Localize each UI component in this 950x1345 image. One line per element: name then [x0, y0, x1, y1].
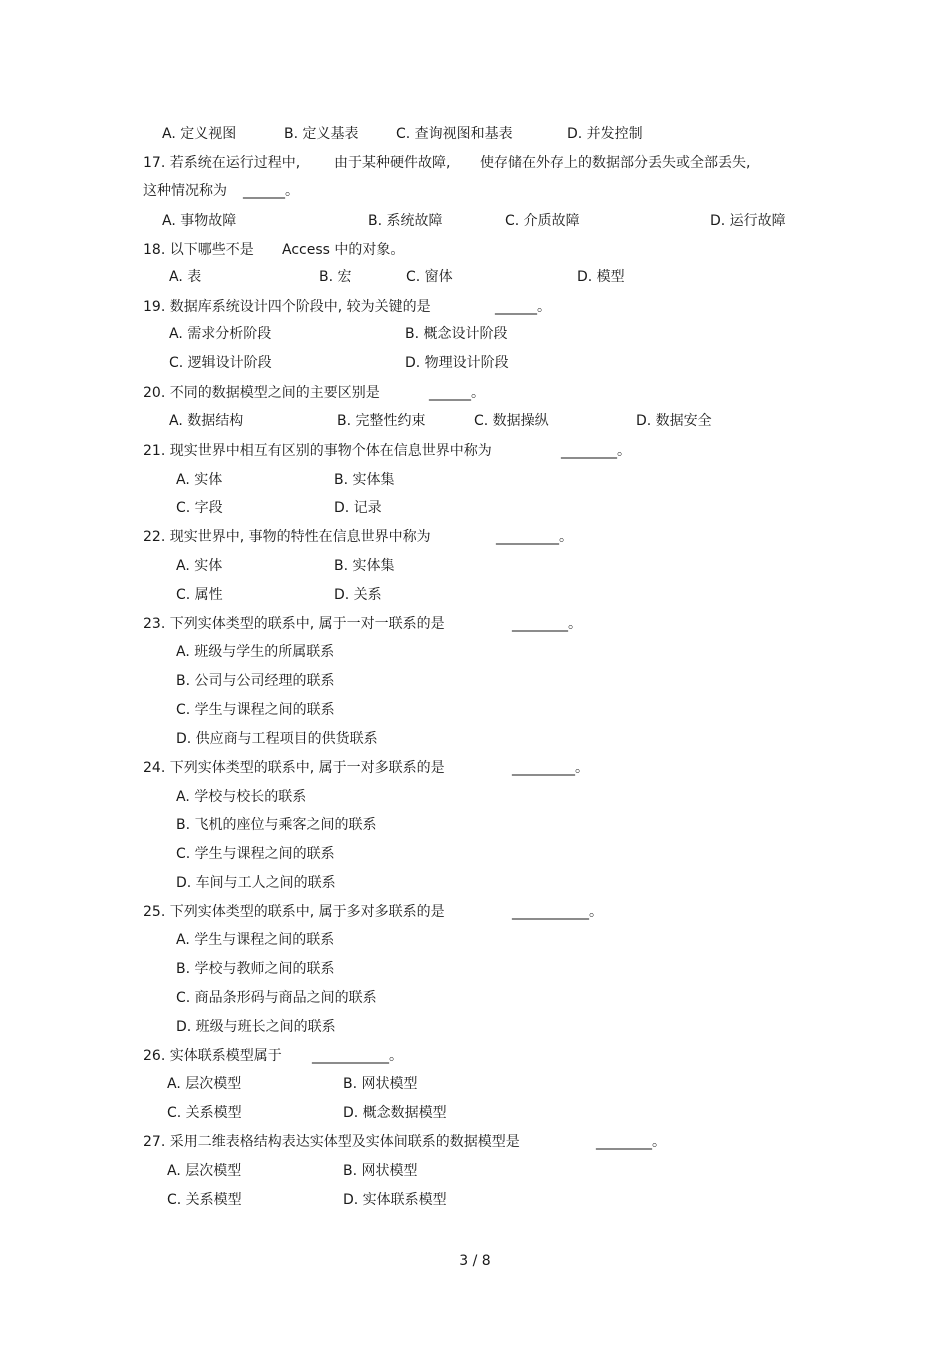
- text-line-3-3: D. 运行故障: [710, 213, 786, 229]
- text-line-34-0: C. 关系模型: [167, 1105, 242, 1121]
- text-line-28-0: A. 学生与课程之间的联系: [176, 932, 335, 948]
- text-line-5-1: B. 宏: [319, 269, 352, 285]
- text-line-27-1: ___________。: [512, 904, 603, 920]
- text-line-16-0: C. 属性: [176, 587, 223, 603]
- text-line-30-0: C. 商品条形码与商品之间的联系: [176, 990, 377, 1006]
- text-line-35-0: 27. 采用二维表格结构表达实体型及实体间联系的数据模型是: [143, 1134, 520, 1150]
- text-line-5-2: C. 窗体: [406, 269, 453, 285]
- text-line-35-1: ________。: [596, 1134, 666, 1150]
- text-line-13-0: C. 字段: [176, 500, 223, 516]
- text-line-29-0: B. 学校与教师之间的联系: [176, 961, 335, 977]
- text-line-2-1: ______。: [243, 183, 299, 199]
- text-line-17-1: ________。: [512, 616, 582, 632]
- text-line-1-1: 由于某种硬件故障,: [334, 155, 451, 171]
- text-line-36-1: B. 网状模型: [343, 1163, 418, 1179]
- text-line-15-1: B. 实体集: [334, 558, 395, 574]
- text-line-6-1: ______。: [495, 299, 551, 315]
- text-line-8-1: D. 物理设计阶段: [405, 355, 509, 371]
- text-line-27-0: 25. 下列实体类型的联系中, 属于多对多联系的是: [143, 904, 445, 920]
- text-line-37-0: C. 关系模型: [167, 1192, 242, 1208]
- text-line-0-0: A. 定义视图: [162, 126, 237, 142]
- text-line-4-0: 18. 以下哪些不是: [143, 242, 254, 258]
- text-line-12-1: B. 实体集: [334, 472, 395, 488]
- text-line-23-0: A. 学校与校长的联系: [176, 789, 307, 805]
- text-line-32-1: ___________。: [312, 1048, 403, 1064]
- text-line-10-1: B. 完整性约束: [337, 413, 426, 429]
- text-line-0-2: C. 查询视图和基表: [396, 126, 513, 142]
- text-line-8-0: C. 逻辑设计阶段: [169, 355, 272, 371]
- text-line-11-0: 21. 现实世界中相互有区别的事物个体在信息世界中称为: [143, 443, 492, 459]
- text-line-5-0: A. 表: [169, 269, 202, 285]
- text-line-16-1: D. 关系: [334, 587, 382, 603]
- text-line-36-0: A. 层次模型: [167, 1163, 242, 1179]
- text-line-1-2: 使存储在外存上的数据部分丢失或全部丢失,: [480, 155, 751, 171]
- text-line-3-2: C. 介质故障: [505, 213, 580, 229]
- text-line-31-0: D. 班级与班长之间的联系: [176, 1019, 336, 1035]
- text-line-33-0: A. 层次模型: [167, 1076, 242, 1092]
- text-line-4-1: Access 中的对象。: [282, 242, 405, 258]
- text-line-17-0: 23. 下列实体类型的联系中, 属于一对一联系的是: [143, 616, 445, 632]
- text-line-20-0: C. 学生与课程之间的联系: [176, 702, 335, 718]
- text-line-22-1: _________。: [512, 760, 589, 776]
- text-line-13-1: D. 记录: [334, 500, 382, 516]
- text-line-26-0: D. 车间与工人之间的联系: [176, 875, 336, 891]
- text-line-5-3: D. 模型: [577, 269, 625, 285]
- text-line-0-3: D. 并发控制: [567, 126, 643, 142]
- text-line-9-0: 20. 不同的数据模型之间的主要区别是: [143, 385, 380, 401]
- text-line-7-0: A. 需求分析阶段: [169, 326, 272, 342]
- text-line-12-0: A. 实体: [176, 472, 223, 488]
- text-line-0-1: B. 定义基表: [284, 126, 359, 142]
- text-line-34-1: D. 概念数据模型: [343, 1105, 447, 1121]
- text-line-18-0: A. 班级与学生的所属联系: [176, 644, 335, 660]
- text-line-37-1: D. 实体联系模型: [343, 1192, 447, 1208]
- text-line-7-1: B. 概念设计阶段: [405, 326, 508, 342]
- text-line-25-0: C. 学生与课程之间的联系: [176, 846, 335, 862]
- text-line-10-3: D. 数据安全: [636, 413, 712, 429]
- text-line-14-0: 22. 现实世界中, 事物的特性在信息世界中称为: [143, 529, 431, 545]
- text-line-10-0: A. 数据结构: [169, 413, 244, 429]
- text-line-32-0: 26. 实体联系模型属于: [143, 1048, 282, 1064]
- text-line-9-1: ______。: [429, 385, 485, 401]
- text-line-11-1: ________。: [561, 443, 631, 459]
- text-line-15-0: A. 实体: [176, 558, 223, 574]
- text-line-19-0: B. 公司与公司经理的联系: [176, 673, 335, 689]
- text-line-10-2: C. 数据操纵: [474, 413, 549, 429]
- text-line-21-0: D. 供应商与工程项目的供货联系: [176, 731, 378, 747]
- text-line-1-0: 17. 若系统在运行过程中,: [143, 155, 301, 171]
- text-line-14-1: _________。: [496, 529, 573, 545]
- text-line-6-0: 19. 数据库系统设计四个阶段中, 较为关键的是: [143, 299, 431, 315]
- text-line-2-0: 这种情况称为: [143, 183, 227, 199]
- text-line-33-1: B. 网状模型: [343, 1076, 418, 1092]
- text-line-22-0: 24. 下列实体类型的联系中, 属于一对多联系的是: [143, 760, 445, 776]
- text-line-3-0: A. 事物故障: [162, 213, 237, 229]
- text-line-24-0: B. 飞机的座位与乘客之间的联系: [176, 817, 377, 833]
- text-line-3-1: B. 系统故障: [368, 213, 443, 229]
- page-number: 3 / 8: [459, 1253, 491, 1269]
